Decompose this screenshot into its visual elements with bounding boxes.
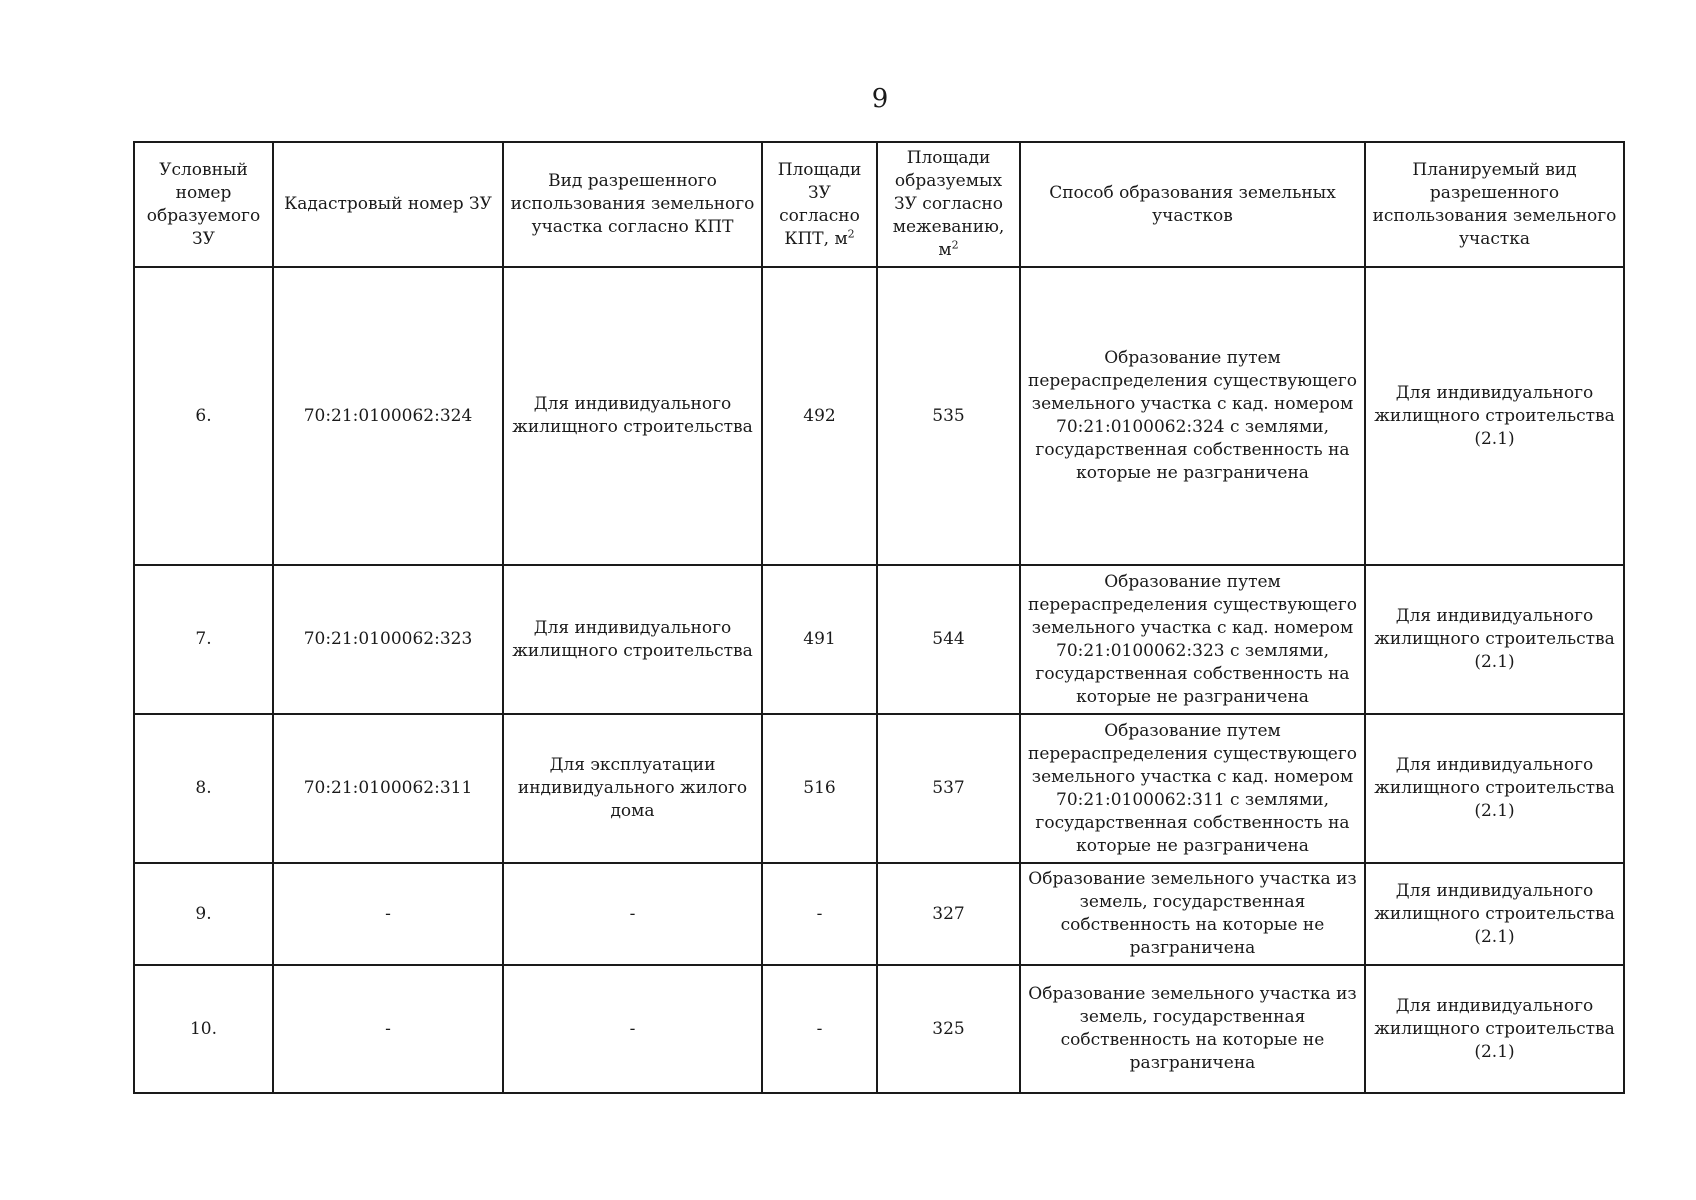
cell-method: Образование путем перераспределения существующего земельного участка с кад. номером 70:21:0100062:324 с землями, государственная собственность на которые не разграничена: [1020, 267, 1365, 565]
cell-method: Образование путем перераспределения существующего земельного участка с кад. номером 70:21:0100062:323 с землями, государственная собственность на которые не разграничена: [1020, 565, 1365, 714]
cell-planned-use: Для индивидуального жилищного строительства (2.1): [1365, 863, 1624, 965]
cell-area-kpt: -: [762, 863, 877, 965]
cell-planned-use: Для индивидуального жилищного строительства (2.1): [1365, 714, 1624, 863]
cell-planned-use: Для индивидуального жилищного строительства (2.1): [1365, 267, 1624, 565]
cell-use-kpt: -: [503, 863, 762, 965]
header-method: Способ образования земельных участков: [1020, 142, 1365, 267]
cell-use-kpt: Для индивидуального жилищного строительства: [503, 267, 762, 565]
header-use-kpt: Вид разрешенного использования земельного участка согласно КПТ: [503, 142, 762, 267]
table-row: [134, 863, 1624, 965]
table-row: [134, 965, 1624, 1093]
table-row: [134, 565, 1624, 714]
cell-area-kpt: 516: [762, 714, 877, 863]
header-area-survey: [877, 142, 1020, 267]
header-num: Условный номер образуемого ЗУ: [134, 142, 273, 267]
header-area-survey-text: Площади образуемых ЗУ согласно межеванию, м: [892, 148, 1005, 260]
header-planned-use: Планируемый вид разрешенного использования земельного участка: [1365, 142, 1624, 267]
cell-num: 9.: [134, 863, 273, 965]
cell-method: Образование земельного участка из земель, государственная собственность на которые не разграничена: [1020, 863, 1365, 965]
header-area-kpt-sup: 2: [847, 226, 855, 240]
cell-cadastral: 70:21:0100062:311: [273, 714, 503, 863]
cell-area-survey: 535: [877, 267, 1020, 565]
cell-area-survey: 537: [877, 714, 1020, 863]
table-header-row: [134, 142, 1624, 267]
cell-area-kpt: -: [762, 965, 877, 1093]
cell-use-kpt: -: [503, 965, 762, 1093]
cell-cadastral: -: [273, 863, 503, 965]
land-plots-table: [133, 141, 1625, 1094]
cell-area-kpt: 491: [762, 565, 877, 714]
cell-area-kpt: 492: [762, 267, 877, 565]
cell-cadastral: 70:21:0100062:324: [273, 267, 503, 565]
cell-planned-use: Для индивидуального жилищного строительства (2.1): [1365, 965, 1624, 1093]
cell-num: 6.: [134, 267, 273, 565]
cell-area-survey: 325: [877, 965, 1020, 1093]
table-row: [134, 714, 1624, 863]
page-number: 9: [871, 84, 889, 114]
cell-area-survey: 544: [877, 565, 1020, 714]
cell-planned-use: Для индивидуального жилищного строительства (2.1): [1365, 565, 1624, 714]
header-area-kpt: [762, 142, 877, 267]
table-row: [134, 267, 1624, 565]
cell-cadastral: 70:21:0100062:323: [273, 565, 503, 714]
cell-num: 8.: [134, 714, 273, 863]
cell-method: Образование земельного участка из земель, государственная собственность на которые не разграничена: [1020, 965, 1365, 1093]
cell-num: 7.: [134, 565, 273, 714]
cell-num: 10.: [134, 965, 273, 1093]
cell-use-kpt: Для индивидуального жилищного строительства: [503, 565, 762, 714]
header-area-kpt-text: Площади ЗУ согласно КПТ, м: [777, 159, 862, 249]
header-area-survey-sup: 2: [951, 238, 959, 252]
cell-use-kpt: Для эксплуатации индивидуального жилого дома: [503, 714, 762, 863]
header-cadastral: Кадастровый номер ЗУ: [273, 142, 503, 267]
cell-area-survey: 327: [877, 863, 1020, 965]
cell-method: Образование путем перераспределения существующего земельного участка с кад. номером 70:21:0100062:311 с землями, государственная собственность на которые не разграничена: [1020, 714, 1365, 863]
cell-cadastral: -: [273, 965, 503, 1093]
